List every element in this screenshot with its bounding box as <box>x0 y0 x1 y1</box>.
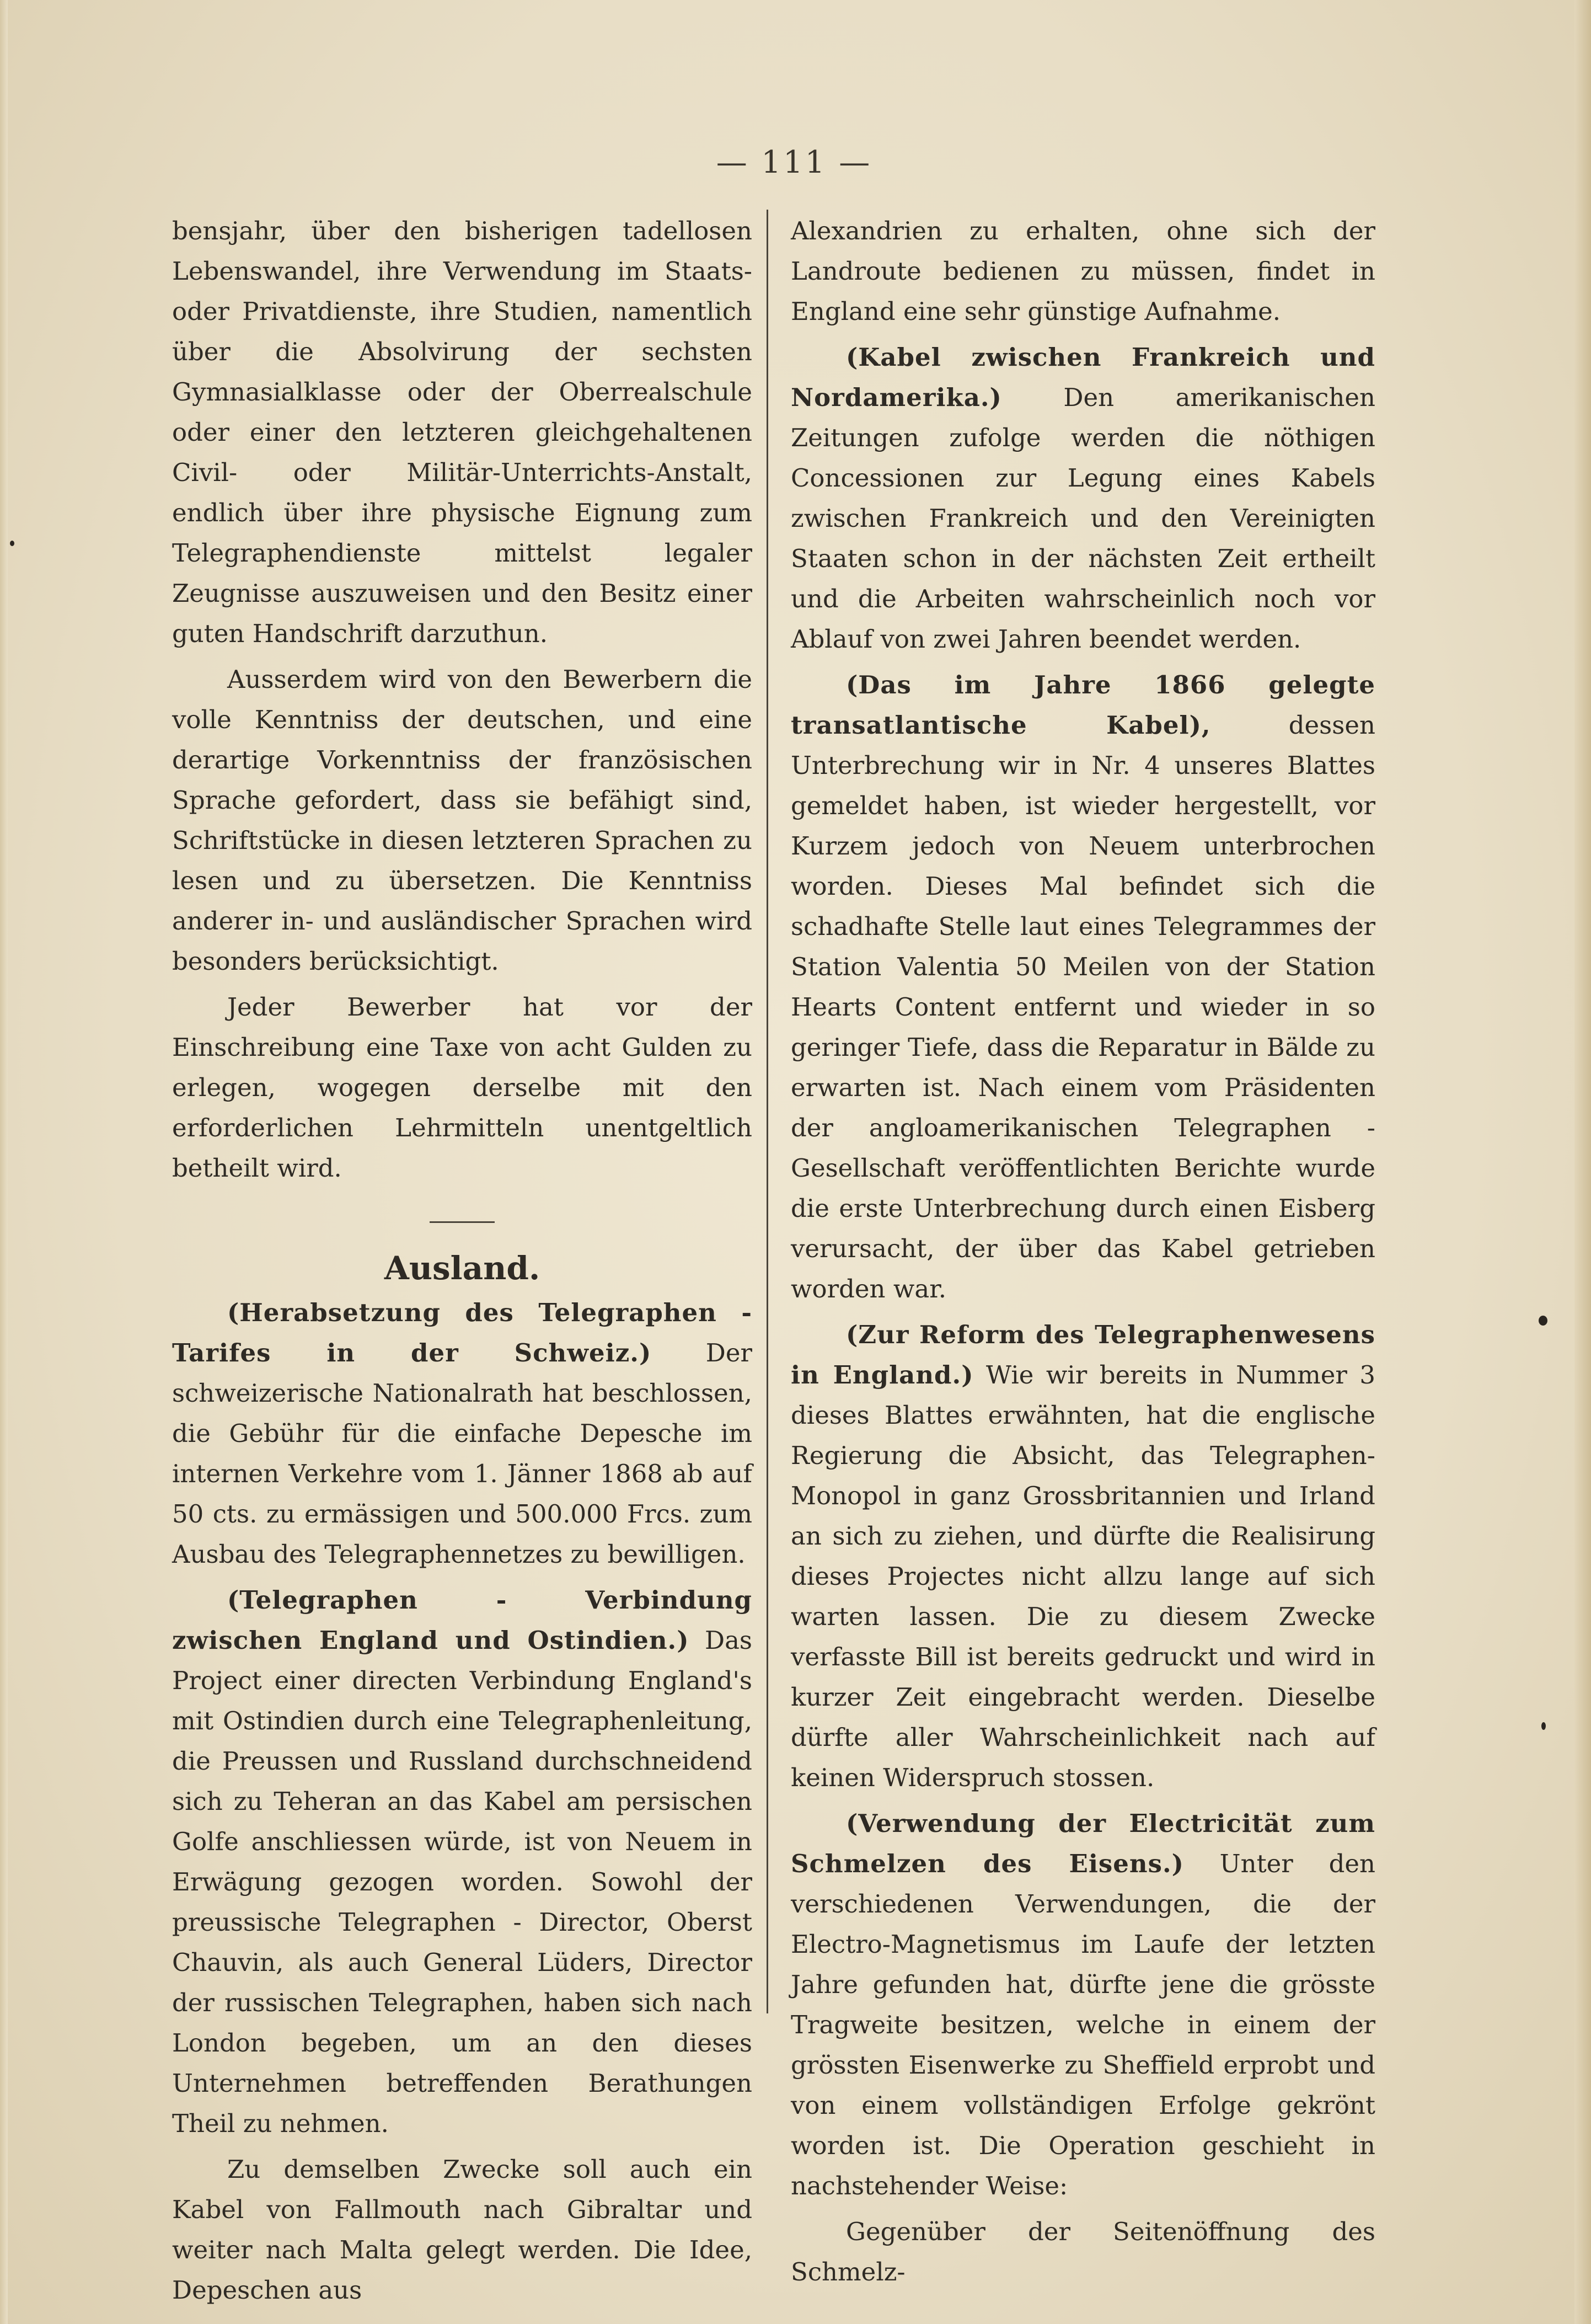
left-column <box>172 211 752 2316</box>
paragraph: Ausserdem wird von den Bewerbern die volle Kenntniss der deutschen, und eine derartige Vorkenntniss der französischen Sprache gefordert, dass sie befähigt sind, Schriftstücke in diesen letzteren Sprachen zu lesen und zu übersetzen. Die Kenntniss anderer in- und ausländischer Sprachen wird besonders berücksichtigt. <box>172 665 752 976</box>
section-separator <box>430 1221 495 1223</box>
paper-speck <box>10 541 14 546</box>
section-title: Ausland. <box>384 1249 540 1287</box>
paragraph: Zu demselben Zwecke soll auch ein Kabel von Fallmouth nach Gibraltar und weiter nach Malta gelegt werden. Die Idee, Depeschen aus <box>172 2155 752 2305</box>
article-body: Das Project einer directen Verbindung England's mit Ostindien durch eine Telegraphenleitung, die Preussen und Russland durchschneidend sich zu Teheran an das Kabel am persischen Golfe anschliessen würde, ist von Neuem in Erwägung gezogen worden. Sowohl der preussische Telegraphen - Director, Oberst Chauvin, als auch General Lüders, Director der russischen Telegraphen, haben sich nach London begeben, um an den dieses Unternehmen betreffenden Berathungen Theil zu nehmen. <box>172 1626 753 2138</box>
article-heading: (Telegraphen - Verbindung zwischen England und Ostindien.) <box>172 1585 752 1655</box>
article-body: dessen Unterbrechung wir in Nr. 4 unseres Blattes gemeldet haben, ist wieder hergestellt, vor Kurzem jedoch von Neuem unterbrochen worden. Dieses Mal befindet sich die schadhafte Stelle laut eines Telegrammes der Station Valentia 50 Meilen von der Station Hearts Content entfernt und wieder in so geringer Tiefe, dass die Reparatur in Bälde zu erwarten ist. Nach einem vom Präsidenten der angloamerikanischen Telegraphen - Gesellschaft veröffentlichten Berichte wurde die erste Unterbrechung durch einen Eisberg verursacht, der über das Kabel getrieben worden war. <box>791 710 1375 1303</box>
paper-left-edge <box>0 0 8 2324</box>
column-divider <box>767 210 768 2013</box>
article-body: Wie wir bereits in Nummer 3 dieses Blattes erwähnten, hat die englische Regierung die Absicht, das Telegraphen-Monopol in ganz Grossbritannien und Irland an sich zu ziehen, und dürfte die Realisirung dieses Projectes nicht allzu lange auf sich warten lassen. Die zu diesem Zwecke verfasste Bill ist bereits gedruckt und wird in kurzer Zeit eingebracht werden. Dieselbe dürfte aller Wahrscheinlichkeit nach auf keinen Widerspruch stossen. <box>791 1360 1375 1792</box>
article-paragraph <box>791 1315 1375 1798</box>
article-body: Unter den verschiedenen Verwendungen, die der Electro-Magnetismus im Laufe der letzten Jahre gefunden hat, dürfte jene die grösste Tragweite besitzen, welche in einem der grössten Eisenwerke zu Sheffield erprobt und von einem vollständigen Erfolge gekrönt worden ist. Die Operation geschieht in nachstehender Weise: <box>791 1849 1375 2200</box>
paper-speck <box>1541 1722 1546 1730</box>
article-paragraph <box>791 337 1375 659</box>
article-heading: (Kabel zwischen Frankreich und Nordamerika.) <box>791 343 1375 412</box>
article-body: Den amerikanischen Zeitungen zufolge werden die nöthigen Concessionen zur Legung eines Kabels zwischen Frankreich und den Vereinigten Staaten schon in der nächsten Zeit ertheilt und die Arbeiten wahrscheinlich noch vor Ablauf von zwei Jahren beendet werden. <box>791 383 1375 654</box>
paragraph: bensjahr, über den bisherigen tadellosen Lebenswandel, ihre Verwendung im Staats- oder Privatdienste, ihre Studien, namentlich über die Absolvirung der sechsten Gymnasialklasse oder der Oberrealschule oder einer den letzteren gleichgehaltenen Civil- oder Militär-Unterrichts-Anstalt, endlich über ihre physische Eignung zum Telegraphendienste mittelst legaler Zeugnisse auszuweisen und den Besitz einer guten Handschrift darzuthun. <box>172 216 752 648</box>
paper-speck <box>1539 1316 1547 1326</box>
paragraph: Jeder Bewerber hat vor der Einschreibung eine Taxe von acht Gulden zu erlegen, wogegen derselbe mit den erforderlichen Lehrmitteln unentgeltlich betheilt wird. <box>172 992 752 1183</box>
page-number: — 111 — <box>716 145 872 180</box>
paragraph: Gegenüber der Seitenöffnung des Schmelz- <box>791 2217 1375 2286</box>
article-paragraph <box>791 665 1375 1309</box>
paper-right-edge <box>1574 0 1591 2324</box>
article-paragraph <box>172 1580 752 2144</box>
article-heading: (Herabsetzung des Telegraphen - Tarifes in der Schweiz.) <box>172 1298 752 1367</box>
paragraph: Alexandrien zu erhalten, ohne sich der Landroute bedienen zu müssen, findet in England eine sehr günstige Aufnahme. <box>791 216 1375 326</box>
article-heading: (Das im Jahre 1866 gelegte transatlantische Kabel), <box>791 670 1375 740</box>
article-paragraph <box>172 1292 752 1574</box>
article-heading: (Zur Reform des Telegraphenwesens in England.) <box>791 1320 1375 1390</box>
right-column <box>791 211 1375 2298</box>
article-heading: (Verwendung der Electricität zum Schmelzen des Eisens.) <box>791 1809 1375 1878</box>
article-body: Der schweizerische Nationalrath hat beschlossen, die Gebühr für die einfache Depesche im internen Verkehre vom 1. Jänner 1868 ab auf 50 cts. zu ermässigen und 500.000 Frcs. zum Ausbau des Telegraphennetzes zu bewilligen. <box>172 1338 752 1569</box>
article-paragraph <box>791 1803 1375 2206</box>
